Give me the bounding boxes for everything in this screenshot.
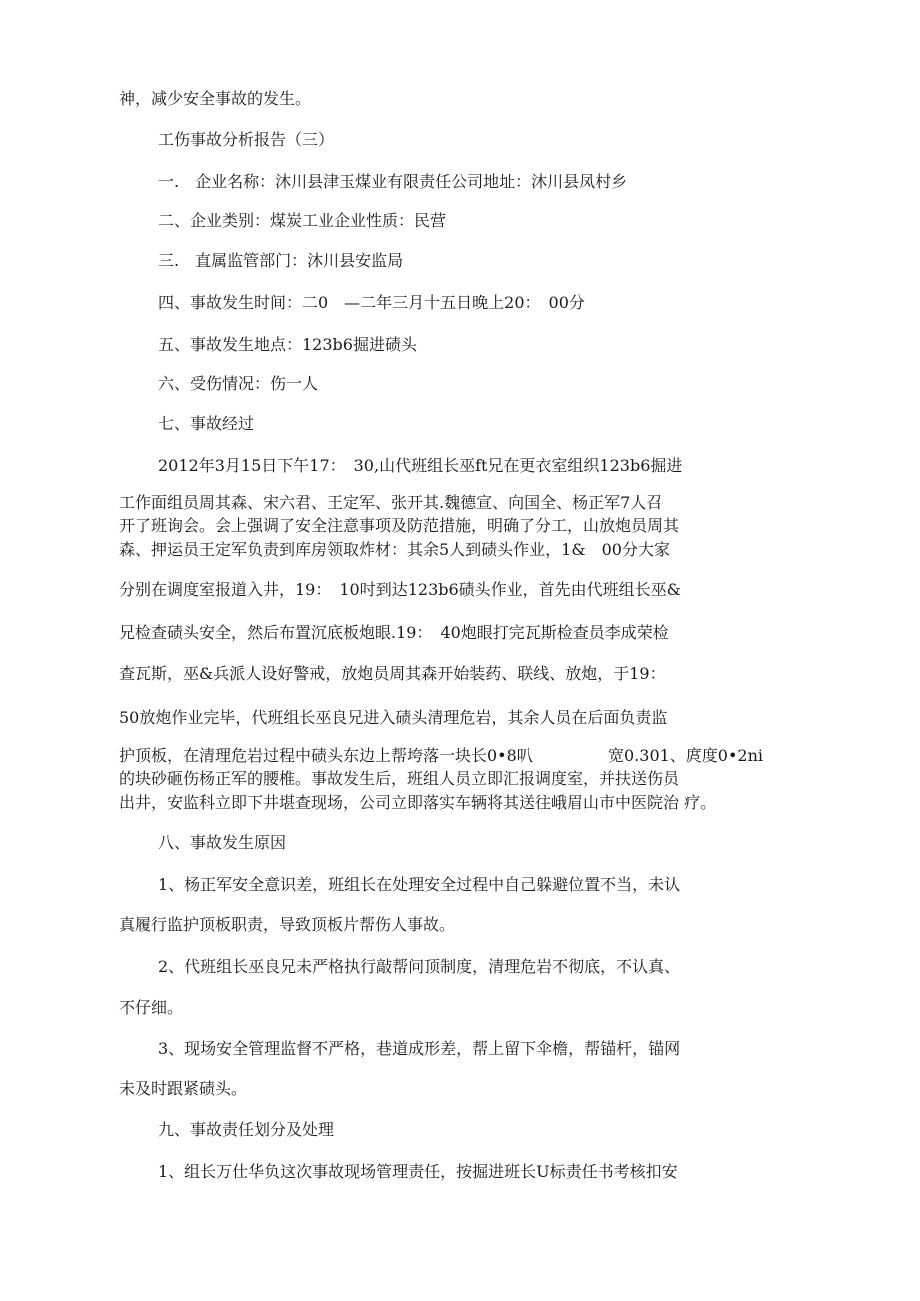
text-line: 四、事故发生时间：二0 —二年三月十五日晚上20： 00分 — [158, 293, 585, 312]
text-line: 真履行监护顶板职责，导致顶板片帮伤人事故。 — [119, 915, 456, 934]
text-line: 2、代班组长巫良兄未严格执行敲帮问顶制度，清理危岩不彻底，不认真、 — [158, 957, 681, 976]
text-line: 不仔细。 — [119, 998, 184, 1017]
text-line: 神，减少安全事故的发生。 — [119, 89, 312, 108]
text-line: 查瓦斯，巫&兵派人设好警戒，放炮员周其森开始装药、联线、放炮，于19： — [119, 664, 666, 683]
text-line: 六、受伤情况：伤一人 — [158, 374, 319, 393]
text-line: 一. 企业名称：沐川县津玉煤业有限责任公司地址：沐川县凤村乡 — [158, 172, 628, 191]
text-line: 的块砂砸伤杨正军的腰椎。事故发生后，班组人员立即汇报调度室，并扶送伤员 — [119, 769, 680, 788]
text-line: 五、事故发生地点：123b6掘进碛头 — [158, 335, 417, 354]
section-heading: 八、事故发生原因 — [158, 833, 287, 852]
text-line: 三. 直属监管部门：沐川县安监局 — [158, 251, 404, 270]
section-heading: 七、事故经过 — [158, 414, 255, 433]
text-line: 出井，安监科立即下井堪查现场，公司立即落实车辆将其送往峨眉山市中医院治 疗。 — [119, 793, 717, 812]
text-line: 开了班询会。会上强调了安全注意事项及防范措施，明确了分工，山放炮员周其 — [119, 516, 680, 535]
section-heading: 九、事故责任划分及处理 — [158, 1120, 335, 1139]
text-line: 1、组长万仕华负这次事故现场管理责任，按掘进班长U标责任书考核扣安 — [158, 1162, 678, 1181]
text-line: 兄检查碛头安全，然后布置沉底板炮眼.19： 40炮眼打完瓦斯检查员李成荣检 — [119, 623, 669, 642]
report-title: 工伤事故分析报告（三） — [158, 130, 335, 149]
text-line: 森、押运员王定军负责到库房领取炸材：其余5人到碛头作业，1& 00分大家 — [119, 540, 670, 559]
text-line: 分别在调度室报道入井，19： 10吋到达123b6碛头作业，首先由代班组长巫& — [119, 580, 681, 599]
text-line: 护顶板，在清理危岩过程中碛头东边上帮垮落一块长0•8叭 — [119, 746, 533, 765]
text-line: 50放炮作业完毕，代班组长巫良兄进入碛头清理危岩，其余人员在后面负责监 — [119, 708, 668, 727]
text-line: 二、企业类别：煤炭工业企业性质：民营 — [158, 211, 447, 230]
text-line: 1、杨正军安全意识差，班组长在处理安全过程中自己躲避位置不当，未认 — [158, 875, 681, 894]
text-line: 工作面组员周其森、宋六君、王定军、张开其.魏德宣、向国全、杨正军7人召 — [119, 493, 663, 512]
text-line: 未及时跟紧碛头。 — [119, 1079, 248, 1098]
text-line: 3、现场安全管理监督不严格，巷道成形差，帮上留下伞檐，帮锚杆，锚网 — [158, 1039, 681, 1058]
text-line: 宽0.301、庹度0•2ni — [608, 746, 764, 765]
text-line: 2012年3月15日下午17： 30,山代班组长巫ft兄在更衣室组织123b6掘进 — [158, 456, 683, 475]
